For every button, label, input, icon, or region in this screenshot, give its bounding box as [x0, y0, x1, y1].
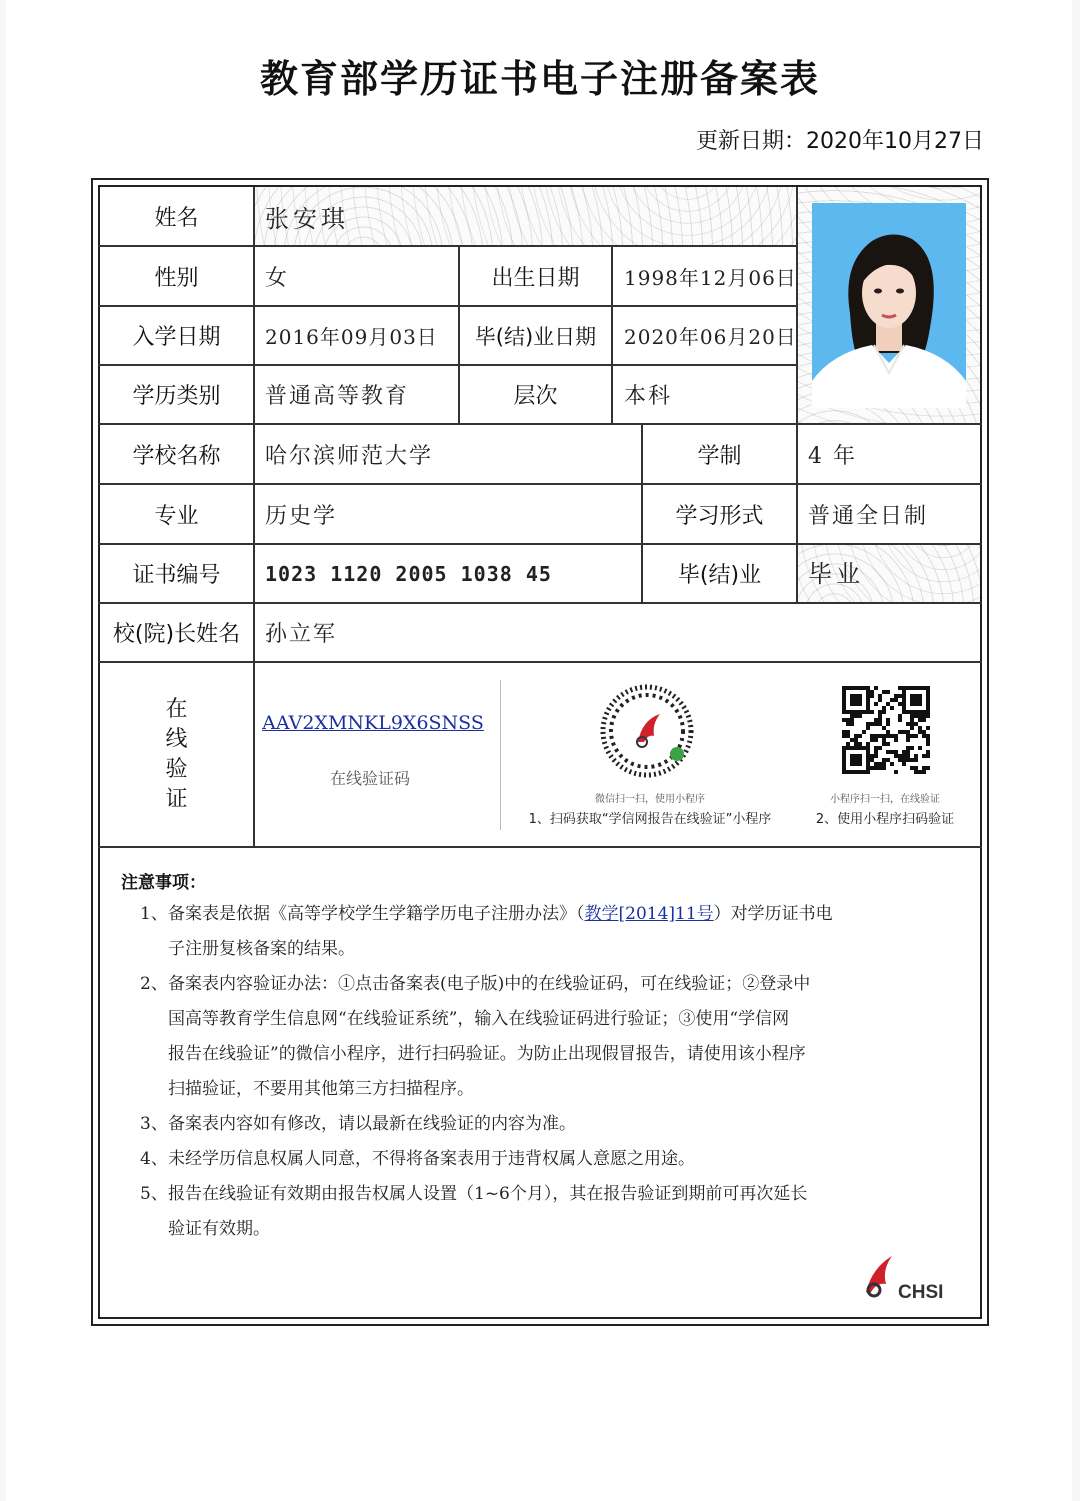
grad-status-value: 毕业	[808, 559, 864, 588]
note-text: 备案表是依据《高等学校学生学籍学历电子注册办法》（	[168, 904, 585, 924]
grad-date-label: 毕(结)业日期	[474, 324, 597, 349]
note-3	[140, 1107, 900, 1142]
verify-label-char: 线	[165, 726, 188, 752]
verify-divider	[500, 680, 501, 830]
wechat-step: 1、扫码获取“学信网报告在线验证”小程序	[528, 812, 772, 827]
chsi-logo-text: CHSI	[898, 1282, 944, 1302]
duration-value: 4 年	[808, 443, 857, 469]
level-label: 层次	[513, 384, 558, 409]
note-number: 3、	[140, 1114, 168, 1134]
note-text: ）对学历证书电	[713, 904, 833, 924]
note-number: 5、	[140, 1184, 168, 1204]
update-date	[696, 124, 984, 155]
cert-no-value: 1023 1120 2005 1038 45	[265, 561, 552, 586]
page-title: 教育部学历证书电子注册备案表	[259, 57, 820, 101]
verify-label	[100, 663, 253, 846]
president-label: 校(院)长姓名	[112, 622, 241, 647]
note-1	[140, 897, 900, 967]
note-text: 报告在线验证”的微信小程序，进行扫码验证。为防止出现假冒报告，请使用该小程序	[168, 1044, 806, 1064]
row-divider	[98, 846, 982, 848]
verify-code-caption: 在线验证码	[329, 769, 410, 788]
notes-title: 注意事项：	[121, 873, 206, 893]
gender-label: 性别	[154, 265, 199, 291]
regulation-link[interactable]: 教学[2014]11号	[584, 904, 714, 924]
note-2	[140, 967, 900, 1107]
school-label: 学校名称	[132, 443, 221, 469]
verification-qr-code[interactable]	[842, 686, 930, 774]
verify-code-link[interactable]: AAV2XMNKL9X6SNSS	[262, 712, 484, 734]
duration-label: 学制	[697, 443, 742, 469]
major-label: 专业	[154, 503, 199, 529]
verify-label-char: 验	[165, 756, 188, 782]
category-label: 学历类别	[132, 384, 221, 409]
note-text: 未经学历信息权属人同意，不得将备案表用于违背权属人意愿之用途。	[168, 1149, 695, 1169]
update-value: 2020年10月27日	[806, 129, 984, 154]
note-text: 备案表内容如有修改，请以最新在线验证的内容为准。	[168, 1114, 576, 1134]
note-5	[140, 1177, 900, 1247]
birth-value: 1998年12月06日	[624, 265, 797, 290]
note-text: 扫描验证，不要用其他第三方扫描程序。	[168, 1079, 474, 1099]
name-label: 姓名	[154, 205, 199, 231]
student-photo	[812, 203, 966, 408]
enroll-value: 2016年09月03日	[265, 325, 438, 349]
column-divider	[611, 245, 613, 424]
note-text: 验证有效期。	[168, 1219, 270, 1239]
note-number: 4、	[140, 1149, 168, 1169]
column-divider	[253, 187, 255, 847]
grad-status-label: 毕(结)业	[677, 563, 762, 588]
note-text: 备案表内容验证办法：①点击备案表(电子版)中的在线验证码，可在线验证；②登录中	[168, 974, 811, 994]
verify-label-char: 在	[165, 696, 188, 722]
president-value: 孙立军	[265, 622, 338, 647]
cert-no-label: 证书编号	[132, 563, 221, 588]
note-text: 报告在线验证有效期由报告权属人设置（1~6个月），其在报告验证到期前可再次延长	[168, 1184, 808, 1204]
portrait-illustration	[812, 203, 966, 408]
grad-date-value: 2020年06月20日	[624, 325, 797, 349]
name-value: 张安琪	[265, 204, 349, 233]
note-number: 1、	[140, 904, 168, 924]
note-text: 子注册复核备案的结果。	[168, 939, 355, 959]
school-value: 哈尔滨师范大学	[265, 443, 434, 469]
chsi-logo	[862, 1252, 952, 1302]
wechat-scan-hint: 微信扫一扫，使用小程序	[595, 794, 705, 805]
mini-step: 2、使用小程序扫码验证	[815, 812, 955, 827]
level-value: 本科	[624, 384, 673, 409]
note-text: 国高等教育学生信息网“在线验证系统”，输入在线验证码进行验证；③使用“学信网	[168, 1009, 790, 1029]
wechat-miniprogram-code[interactable]	[600, 684, 694, 778]
major-value: 历史学	[265, 503, 338, 529]
gender-value: 女	[265, 265, 290, 291]
category-value: 普通高等教育	[265, 384, 410, 409]
verify-label-char: 证	[165, 786, 188, 812]
chsi-logo-icon	[862, 1252, 952, 1302]
birth-label: 出生日期	[491, 265, 580, 291]
update-label: 更新日期：	[696, 129, 807, 154]
study-form-label: 学习形式	[675, 503, 764, 529]
note-4	[140, 1142, 900, 1177]
enroll-label: 入学日期	[132, 325, 221, 350]
mini-scan-hint: 小程序扫一扫，在线验证	[830, 794, 940, 805]
study-form-value: 普通全日制	[808, 503, 929, 529]
note-number: 2、	[140, 974, 168, 994]
